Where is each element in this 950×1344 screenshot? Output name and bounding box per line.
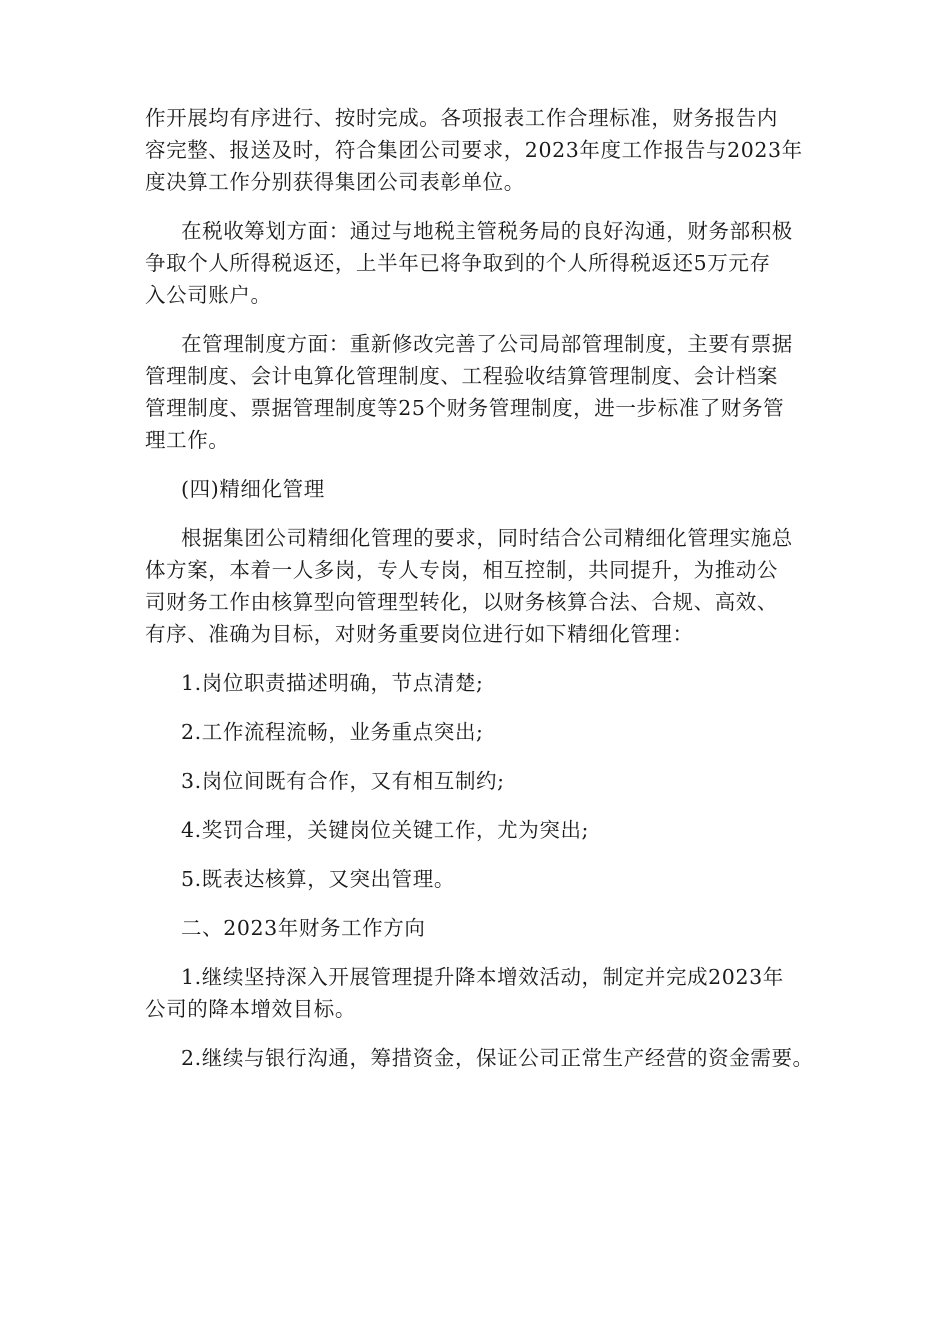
list-item: 2.工作流程流畅，业务重点突出; [181,720,484,744]
text-line: 在管理制度方面：重新修改完善了公司局部管理制度，主要有票据 [181,332,793,356]
text-line: 公司的降本增效目标。 [145,997,356,1021]
list-item: 5.既表达核算，又突出管理。 [181,867,455,891]
text-line: 体方案，本着一人多岗，专人专岗，相互控制，共同提升，为推动公 [145,558,778,582]
paragraph-direction-2 [145,1042,830,1074]
text-line: 2.继续与银行沟通，筹措资金，保证公司正常生产经营的资金需要。 [181,1046,814,1070]
paragraph-direction-1 [145,961,830,1025]
text-line: 管理制度、票据管理制度等25个财务管理制度，进一步标准了财务管 [145,396,785,420]
list-item: 4.奖罚合理，关键岗位关键工作，尤为突出; [181,818,590,842]
text-line: 1.继续坚持深入开展管理提升降本增效活动，制定并完成2023年 [181,965,784,989]
paragraph-report-summary [145,102,830,198]
text-line: 理工作。 [145,428,230,452]
text-line: 争取个人所得税返还，上半年已将争取到的个人所得税返还5万元存 [145,251,771,275]
list-item: 3.岗位间既有合作，又有相互制约; [181,769,505,793]
paragraph-management-system [145,328,830,456]
paragraph-tax-planning [145,215,830,311]
paragraph-refined-management [145,522,830,650]
list-item: 1.岗位职责描述明确，节点清楚; [181,671,484,695]
text-line: 入公司账户。 [145,283,272,307]
section-heading-work-direction: 二、2023年财务工作方向 [181,916,426,940]
text-line: 管理制度、会计电算化管理制度、工程验收结算管理制度、会计档案 [145,364,778,388]
text-line: 容完整、报送及时，符合集团公司要求，2023年度工作报告与2023年 [145,138,803,162]
text-line: 根据集团公司精细化管理的要求，同时结合公司精细化管理实施总 [181,526,793,550]
section-heading-refined-management: (四)精细化管理 [181,477,325,501]
text-line: 在税收筹划方面：通过与地税主管税务局的良好沟通，财务部积极 [181,219,793,243]
text-line: 司财务工作由核算型向管理型转化，以财务核算合法、合规、高效、 [145,590,778,614]
text-line: 度决算工作分别获得集团公司表彰单位。 [145,170,525,194]
text-line: 有序、准确为目标，对财务重要岗位进行如下精细化管理： [145,622,694,646]
text-line: 作开展均有序进行、按时完成。各项报表工作合理标准，财务报告内 [145,106,778,130]
